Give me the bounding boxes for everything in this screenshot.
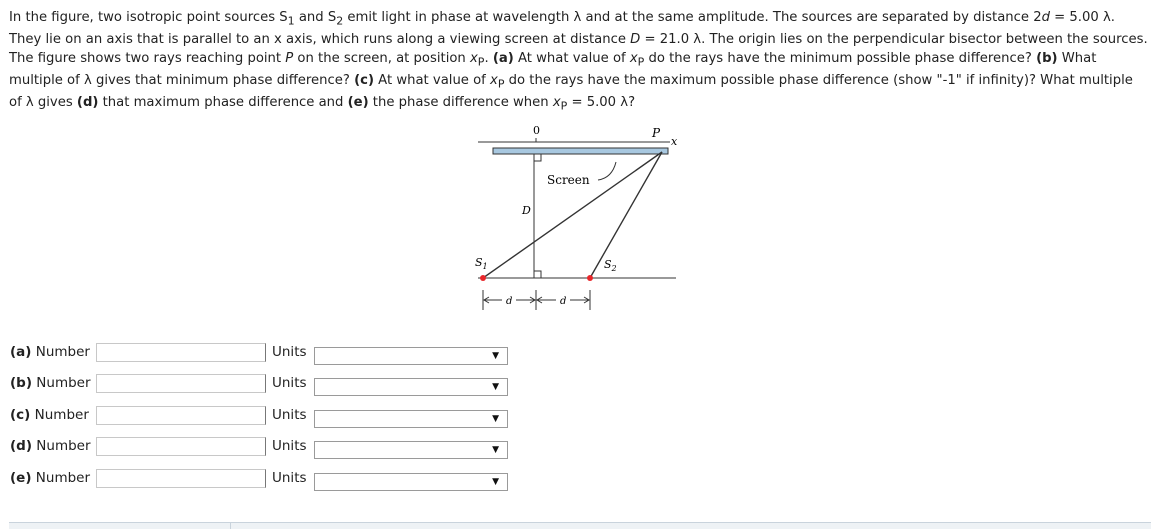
dropdown-arrow-icon: ▼	[492, 414, 499, 424]
d-label-right: d	[560, 296, 567, 307]
number-input-d[interactable]	[96, 437, 266, 456]
units-select-b[interactable]	[314, 378, 508, 396]
answer-label-e: (e) Number	[10, 470, 91, 486]
part-a-tag: (a)	[492, 50, 514, 66]
screen-label: Screen	[547, 173, 590, 187]
answer-label-d: (d) Number	[10, 438, 91, 454]
answer-row-a	[10, 341, 530, 365]
answer-row-b	[10, 372, 530, 396]
units-label-d: Units	[272, 438, 307, 454]
viewing-screen	[493, 148, 668, 154]
dropdown-arrow-icon: ▼	[492, 382, 499, 392]
problem-figure	[470, 118, 710, 318]
source-s2	[587, 275, 593, 281]
answer-label-b: (b) Number	[10, 375, 91, 391]
distance-D-label: D	[522, 204, 531, 217]
number-input-c[interactable]	[96, 406, 266, 425]
answer-row-c	[10, 404, 530, 428]
p-label: P	[652, 126, 661, 140]
d-label-left: d	[506, 296, 513, 307]
answer-label-a: (a) Number	[10, 344, 90, 360]
ray-from-s2	[590, 152, 662, 278]
s1-label: $S_1$	[475, 256, 488, 271]
units-select-d[interactable]	[314, 441, 508, 459]
right-angle-bottom	[534, 271, 541, 278]
units-select-e[interactable]	[314, 473, 508, 491]
units-label-c: Units	[272, 407, 307, 423]
part-d-tag: (d)	[76, 95, 99, 111]
problem-statement: In the figure, two isotropic point sources $S_1$ and $S_2$ emit light in phase at wavelength λ and at the same amplitude. The sources are separated by distance 2d = 5.00 λ. They lie on an axis that is parallel to an x axis, which runs along a viewing screen at distance D = 21.0 λ. The origin lies on the perpendicular bisector between the sources. The figure shows two rays reaching point P on the screen, at position $x_P$. (a) At what value of $x_P$ do the rays have the minimum possible phase difference? (b) What multiple of λ gives that minimum phase difference? (c) At what value of $x_P$ do the rays have the maximum possible phase difference (show "-1" if infinity)? What multiple of λ gives (d) that maximum phase difference and (e) the phase difference when $x_P = 5.00$ λ?	[9, 10, 1148, 113]
figure-diagram	[470, 118, 710, 318]
s2-label: $S_2$	[604, 258, 617, 273]
units-label-a: Units	[272, 344, 307, 360]
part-b-tag: (b)	[1036, 50, 1058, 66]
x-axis-label: x	[671, 135, 678, 148]
units-label-e: Units	[272, 470, 307, 486]
number-input-b[interactable]	[96, 374, 266, 393]
dropdown-arrow-icon: ▼	[492, 477, 499, 487]
number-input-a[interactable]	[96, 343, 266, 362]
right-angle-top	[534, 154, 541, 161]
units-select-a[interactable]	[314, 347, 508, 365]
dropdown-arrow-icon: ▼	[492, 351, 499, 361]
number-input-e[interactable]	[96, 469, 266, 488]
source-s1	[480, 275, 486, 281]
dropdown-arrow-icon: ▼	[492, 445, 499, 455]
part-c-tag: (c)	[354, 73, 374, 89]
part-e-tag: (e)	[347, 95, 369, 111]
ray-from-s1	[483, 152, 662, 278]
origin-label: 0	[533, 124, 540, 137]
answer-label-c: (c) Number	[10, 407, 89, 423]
units-label-b: Units	[272, 375, 307, 391]
units-select-c[interactable]	[314, 410, 508, 428]
screen-label-leader	[598, 162, 616, 180]
answer-row-e	[10, 467, 530, 491]
answer-row-d	[10, 435, 530, 459]
